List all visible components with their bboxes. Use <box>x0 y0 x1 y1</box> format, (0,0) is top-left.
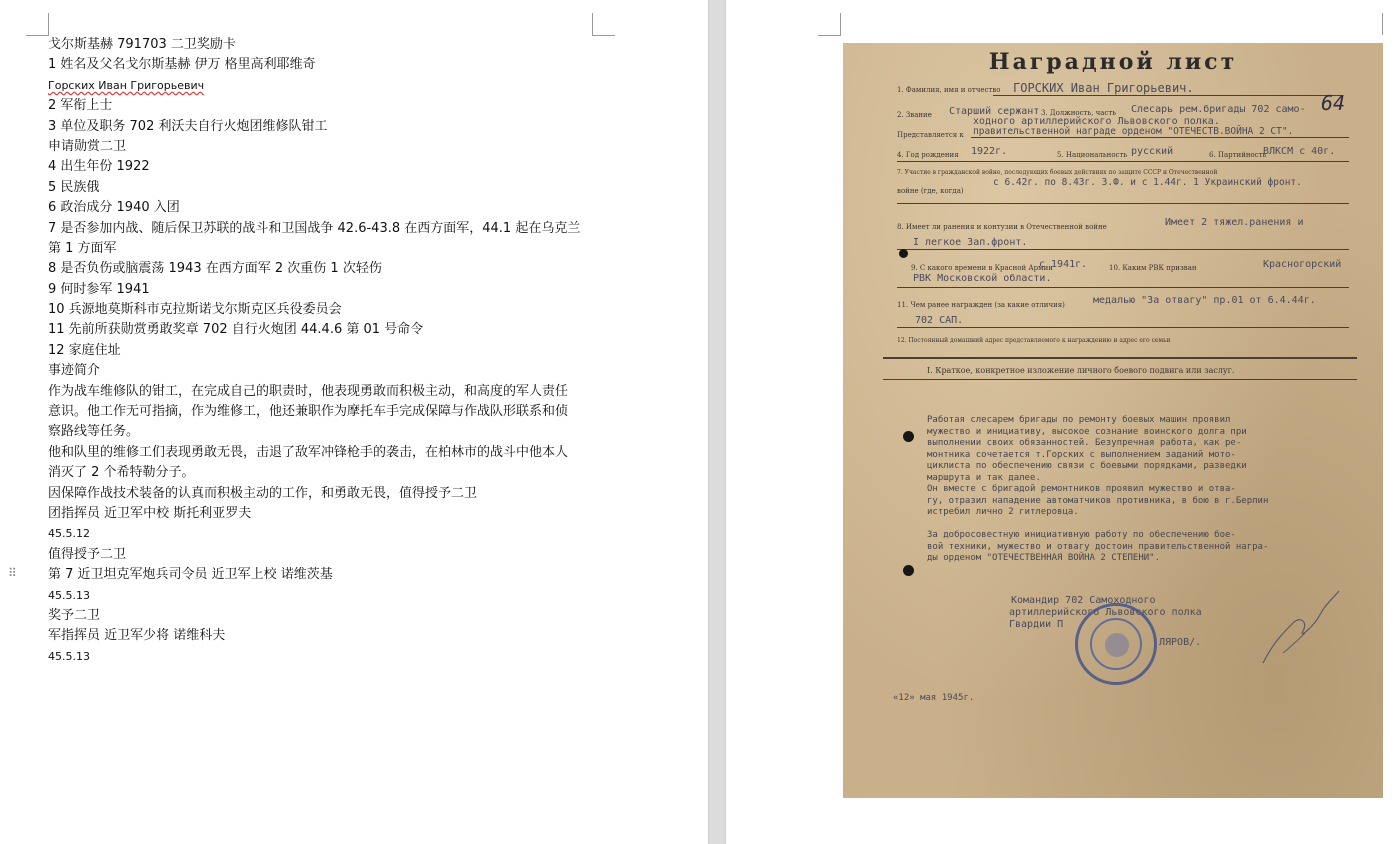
scan-rule <box>971 137 1349 138</box>
scan-rule <box>897 327 1349 328</box>
scan-field-value: Имеет 2 тяжел.ранения и <box>1165 217 1304 228</box>
scan-field-label: 3. Должность, часть <box>1041 109 1117 117</box>
scan-field-value: 702 САП. <box>915 315 964 326</box>
scan-field-label: 2. Звание <box>897 111 932 119</box>
scan-body-line: За добросовестную инициативную работу по обеспечению бое- <box>927 530 1236 540</box>
scan-field-value: медалью "За отвагу" пр.01 от 6.4.44г. <box>1093 295 1316 306</box>
page-gap <box>708 0 726 844</box>
doc-line: 察路线等任务。 <box>48 424 140 440</box>
scan-body-line: истребил лично 2 гитлеровца. <box>927 507 1079 517</box>
scan-body-line: ды орденом "ОТЕЧЕСТВЕННАЯ ВОЙНА 2 СТЕПЕНИ". <box>927 553 1160 563</box>
scan-signature-line: Гвардии П <box>1009 619 1064 630</box>
scan-field-value: РВК Московской области. <box>913 273 1052 284</box>
scan-rule <box>897 161 1349 162</box>
scan-field-value: ГОРСКИХ Иван Григорьевич. <box>1013 81 1194 95</box>
doc-line-date: 45.5.13 <box>48 649 90 663</box>
scan-section-label: I. Краткое, конкретное изложение личного боевого подвига или заслуг. <box>927 366 1235 375</box>
doc-line: 5 民族俄 <box>48 179 100 195</box>
scan-date: «12» мая 1945г. <box>893 693 975 703</box>
scan-signature-line: артиллерийского Львовского полка <box>1009 607 1202 618</box>
doc-line: 3 单位及职务 702 利沃夫自行火炮团维修队钳工 <box>48 118 328 134</box>
doc-line: 8 是否负伤或脑震荡 1943 在西方面军 2 次重伤 1 次轻伤 <box>48 261 382 277</box>
scan-field-label: 12. Постоянный домашний адрес представляемого к награждению и адрес его семьи <box>897 337 1171 344</box>
scan-field-value: ВЛКСМ с 40г. <box>1263 146 1336 157</box>
scan-field-label: Представляется к <box>897 131 964 139</box>
doc-line: 值得授予二卫 <box>48 546 127 562</box>
scan-body-line <box>927 519 1377 531</box>
scan-field-value: 1922г. <box>971 146 1008 157</box>
doc-line: 7 是否参加内战、随后保卫苏联的战斗和卫国战争 42.6-43.8 在西方面军，44.1 起在乌克兰 <box>48 220 581 236</box>
scan-title: Наградной лист <box>988 49 1238 75</box>
doc-line-russian-name <box>48 76 596 96</box>
scan-rule <box>897 203 1349 204</box>
scan-body-line: циклиста по обеспечению связи с боевыми порядками, разведки <box>927 461 1247 471</box>
margin-corner-top-left <box>818 13 841 36</box>
doc-line: 10 兵源地莫斯科市克拉斯诺戈尔斯克区兵役委员会 <box>48 302 342 318</box>
punch-hole <box>899 249 908 258</box>
scan-body-line: выполнении своих обязанностей. Безупречная работа, как ре- <box>927 438 1242 448</box>
doc-line-date: 45.5.12 <box>48 527 90 541</box>
doc-line: 4 出生年份 1922 <box>48 159 150 175</box>
russian-name-text: Горских Иван Григорьевич <box>48 78 205 92</box>
scan-field-value: с 1941г. <box>1039 259 1088 270</box>
scan-signature-line: ЛЯРОВ/. <box>1159 637 1202 648</box>
doc-line: 意识。他工作无可指摘，作为维修工，他还兼职作为摩托车手完成保障与作战队形联系和侦 <box>48 404 569 420</box>
doc-line: 12 家庭住址 <box>48 342 121 358</box>
scan-field-label: 5. Национальность <box>1057 151 1128 159</box>
scan-field-label: войне (где, когда) <box>897 187 964 195</box>
scan-body-line: Работая слесарем бригады по ремонту боевых машин проявил <box>927 415 1231 425</box>
scan-field-label: 9. С какого времени в Красной Армии <box>911 264 1053 272</box>
doc-line: 消灭了 2 个希特勒分子。 <box>48 465 195 481</box>
scan-field-value: с 6.42г. по 8.43г. З.Ф. и с 1.44г. 1 Украинский фронт. <box>993 177 1302 188</box>
scan-rule <box>897 249 1349 250</box>
scan-rule <box>993 95 1343 96</box>
official-stamp-seal <box>1075 603 1157 685</box>
scan-body-line: мужество и инициативу, высокое сознание воинского долга при <box>927 426 1247 437</box>
scan-rule <box>883 357 1357 359</box>
scan-field-label: 11. Чем ранее награжден (за какие отличия) <box>897 301 1065 309</box>
doc-line: 他和队里的维修工们表现勇敢无畏，击退了敌军冲锋枪手的袭击，在柏林市的战斗中他本人 <box>48 444 569 460</box>
scan-body-line: Он вместе с бригадой ремонтников проявил мужество и отва- <box>927 484 1236 494</box>
doc-line-date: 45.5.13 <box>48 588 90 602</box>
doc-line: 1 姓名及父名戈尔斯基赫 伊万 格里高利耶维奇 <box>48 57 316 73</box>
scan-field-value: Красногорский <box>1263 259 1342 270</box>
doc-line: 作为战车维修队的钳工，在完成自己的职责时，他表现勇敢而积极主动，和高度的军人责任 <box>48 383 569 399</box>
scan-body-line: маршрута и так далее. <box>927 472 1041 483</box>
doc-line: 戈尔斯基赫 791703 二卫奖励卡 <box>48 37 236 52</box>
scan-body-line: монтника сочетается т.Горских с выполнением заданий мото- <box>927 449 1236 460</box>
scan-body-line: гу, отразил нападение автоматчиков противника, в бою в г.Берлин <box>927 495 1269 506</box>
doc-line: 6 政治成分 1940 入团 <box>48 200 180 216</box>
scan-field-value: русский <box>1131 146 1174 157</box>
scan-field-label: 1. Фамилия, имя и отчество <box>897 86 1001 94</box>
doc-line: 申请勋赏二卫 <box>48 138 127 154</box>
scan-field-value: Слесарь рем.бригады 702 само- <box>1131 104 1306 115</box>
handwritten-signature <box>1253 583 1343 673</box>
scan-body-line: вой техники, мужество и отвагу достоин правительственной награ- <box>927 541 1269 552</box>
scan-field-label: 7. Участие в гражданской войне, последующих боевых действиях по защите СССР и Отечественной <box>897 169 1218 176</box>
scanned-award-sheet-image[interactable] <box>843 43 1383 798</box>
scan-signature-line: Командир 702 Самоходного <box>1011 595 1156 606</box>
doc-line: 9 何时参军 1941 <box>48 281 150 297</box>
scan-body-text <box>927 415 1377 565</box>
stamp-emblem <box>1105 633 1129 657</box>
doc-line: 第 7 近卫坦克军炮兵司令员 近卫军上校 诺维茨基 <box>48 567 333 583</box>
scan-page-number: 64 <box>1321 91 1346 115</box>
punch-hole <box>903 565 914 576</box>
scan-field-label: 10. Каким РВК призван <box>1109 264 1197 272</box>
scan-rule <box>883 379 1357 380</box>
doc-line: 因保障作战技术装备的认真而积极主动的工作，和勇敢无畏，值得授予二卫 <box>48 485 478 501</box>
scan-field-label: 8. Имеет ли ранения и контузии в Отечественной войне <box>897 223 1107 231</box>
scan-field-value: Старший сержант <box>949 106 1040 117</box>
doc-line: 11 先前所获勋赏勇敢奖章 702 自行火炮团 44.4.6 第 01 号命令 <box>48 322 424 338</box>
paragraph-drag-handle-icon[interactable]: ⠿ <box>8 566 17 580</box>
doc-line: 第 1 方面军 <box>48 240 117 256</box>
doc-line: 军指挥员 近卫军少将 诺维科夫 <box>48 628 226 644</box>
margin-corner-top-right <box>1382 13 1400 35</box>
punch-hole <box>903 431 914 442</box>
scan-field-label: 6. Партийность <box>1209 151 1267 159</box>
scan-field-label: 4. Год рождения <box>897 151 959 159</box>
scan-field-value: правительственной награде орденом "ОТЕЧЕСТВ.ВОЙНА 2 СТ". <box>973 126 1294 137</box>
scan-field-value: I легкое Зап.фронт. <box>913 237 1028 248</box>
margin-corner-top-right <box>592 13 615 36</box>
doc-line: 2 军衔上士 <box>48 98 113 114</box>
doc-line: 事迹简介 <box>48 363 101 379</box>
scan-rule <box>897 287 1349 288</box>
doc-line: 团指挥员 近卫军中校 斯托利亚罗夫 <box>48 505 252 521</box>
document-text-body[interactable] <box>48 35 596 667</box>
margin-corner-top-left <box>26 13 49 36</box>
doc-line: 奖予二卫 <box>48 607 101 623</box>
scan-field-value: ходного артиллерийского Львовского полка. <box>973 116 1220 127</box>
